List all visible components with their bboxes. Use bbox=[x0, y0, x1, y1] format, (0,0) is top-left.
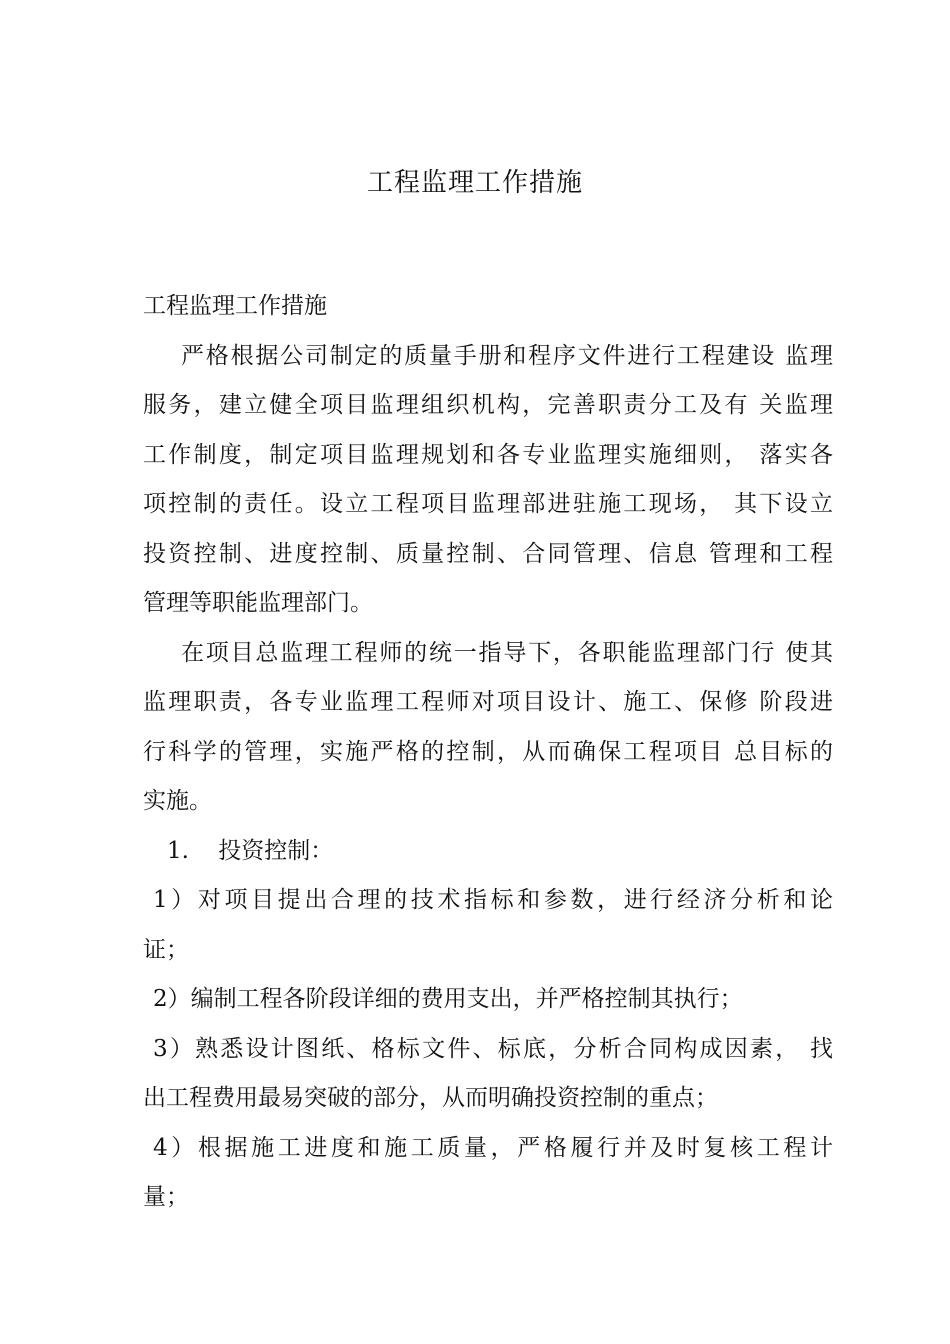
document-body bbox=[143, 282, 833, 1223]
list-item-continuation: 证； bbox=[143, 936, 189, 963]
paragraph-line: 投资控制、进度控制、质量控制、合同管理、信息 管理和工程 bbox=[143, 540, 833, 567]
list-item: 3）熟悉设计图纸、格标文件、标底，分析合同构成因素， 找 bbox=[153, 1035, 833, 1062]
list-item: 4）根据施工进度和施工质量，严格履行并及时复核工程计 bbox=[153, 1134, 833, 1161]
paragraph-line: 实施。 bbox=[143, 788, 212, 814]
paragraph-line: 监理职责，各专业监理工程师对项目设计、施工、保修 阶段进 bbox=[143, 689, 833, 715]
paragraph-line: 严格根据公司制定的质量手册和程序文件进行工程建设 监理 bbox=[181, 342, 833, 369]
paragraph-line: 工作制度，制定项目监理规划和各专业监理实施细则， 落实各 bbox=[143, 441, 833, 468]
document-title: 工程监理工作措施 bbox=[366, 168, 583, 198]
paragraph-line: 行科学的管理，实施严格的控制，从而确保工程项目 总目标的 bbox=[143, 738, 833, 765]
list-heading: 1. 投资控制： bbox=[167, 837, 334, 864]
paragraph-line: 服务，建立健全项目监理组织机构，完善职责分工及有 关监理 bbox=[143, 392, 833, 418]
list-item: 1）对项目提出合理的技术指标和参数，进行经济分析和论 bbox=[153, 887, 833, 913]
list-item: 2）编制工程各阶段详细的费用支出，并严格控制其执行； bbox=[153, 986, 743, 1012]
paragraph-line: 项控制的责任。设立工程项目监理部进驻施工现场， 其下设立 bbox=[143, 491, 833, 517]
list-item-continuation: 量； bbox=[143, 1184, 189, 1210]
list-item-continuation: 出工程费用最易突破的部分，从而明确投资控制的重点； bbox=[143, 1085, 718, 1111]
section-heading: 工程监理工作措施 bbox=[143, 293, 327, 319]
paragraph-line: 在项目总监理工程师的统一指导下，各职能监理部门行 使其 bbox=[181, 639, 833, 666]
paragraph-line: 管理等职能监理部门。 bbox=[143, 590, 373, 616]
